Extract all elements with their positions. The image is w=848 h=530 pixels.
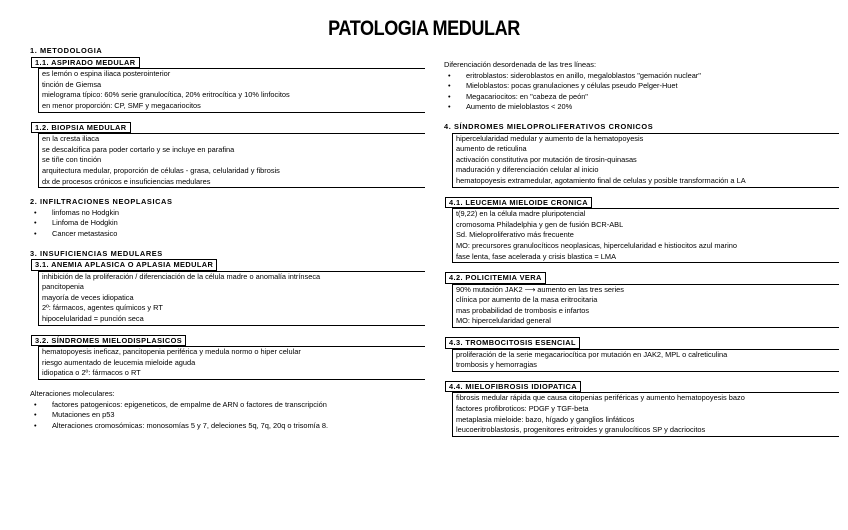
list-item: t(9,22) en la célula madre pluripotencial: [456, 209, 586, 219]
list-item: MO: precursores granulocíticos neoplasicas, hipercelularidad e histiocitos azul marino: [456, 240, 737, 250]
diferenciacion-title: Diferenciación desordenada de las tres líneas:: [444, 60, 597, 69]
subsection-title-aspirado: 1.1. ASPIRADO MEDULAR: [31, 57, 140, 69]
list-item: en menor proporción: CP, SMF y megacariocitos: [42, 100, 201, 110]
trombocitosis-list: [452, 349, 839, 372]
section-heading-insuficiencias: 3. INSUFICIENCIAS MEDULARES: [30, 248, 163, 258]
list-item: hipercelularidad medular y aumento de la hematopoyesis: [456, 133, 644, 143]
biopsia-list: [38, 133, 425, 188]
molecular-title: Alteraciones moleculares:: [30, 389, 115, 399]
subsection-title-mielodisplasicos: 3.2. SÍNDROMES MIELODISPLASICOS: [31, 335, 186, 347]
list-item: • Mutaciones en p53: [52, 410, 425, 421]
list-item: hipocelularidad = punción seca: [42, 314, 144, 324]
list-item: • Alteraciones cromosómicas: monosomías 5 y 7, deleciones 5q, 7q, 20q o trisomía 8.: [52, 421, 425, 432]
list-item: mas probabilidad de trombosis e infartos: [456, 305, 590, 315]
list-item: • Megacariocitos: en "cabeza de peón": [466, 92, 839, 103]
subsection-title-trombocitosis: 4.3. TROMBOCITOSIS ESENCIAL: [445, 337, 580, 349]
list-item: factores profibroticos: PDGF y TGF-beta: [456, 404, 589, 414]
right-column: [444, 60, 839, 437]
page-title: PATOLOGIA MEDULAR: [328, 17, 520, 40]
list-item: es lemón o espina iliaca posterointerior: [42, 69, 171, 79]
list-item: • eritroblastos: sideroblastos en anillo, megaloblastos "gemación nuclear": [466, 71, 839, 82]
list-item: fibrosis medular rápida que causa citopenias periféricas y aumento hematopoyesis bazo: [456, 393, 745, 403]
list-item: pancitopenia: [42, 282, 84, 292]
list-item: arquitectura medular, proporción de células - grasa, celularidad y fibrosis: [42, 165, 280, 175]
list-item: 90% mutación JAK2 ⟶ aumento en las tres series: [456, 284, 624, 294]
list-item: idiopatica o 2º: fármacos o RT: [42, 368, 141, 378]
list-item: • Aumento de mieloblastos < 20%: [466, 102, 839, 113]
list-item: tinción de Giemsa: [42, 79, 102, 89]
list-item: • Mieloblastos: pocas granulaciones y células pseudo Pelger-Huet: [466, 81, 839, 92]
list-item: activación constitutiva por mutación de tirosin-quinasas: [456, 154, 637, 164]
list-item: riesgo aumentado de leucemia mieloide aguda: [42, 357, 196, 367]
section-heading-metodologia: 1. METODOLOGIA: [30, 46, 103, 55]
list-item: mielograma típico: 60% serie granulocítica, 20% eritrocítica y 10% linfocitos: [42, 90, 290, 100]
section-heading-mieloproliferativos: 4. SÍNDROMES MIELOPROLIFERATIVOS CRONICOS: [444, 121, 654, 131]
list-item: fase lenta, fase acelerada y crisis blastica = LMA: [456, 251, 617, 261]
mielodisplasicos-list: [38, 346, 425, 380]
mieloproliferativos-list: [452, 133, 839, 188]
list-item: • Cancer metastasico: [52, 229, 425, 240]
list-item: en la cresta iliaca: [42, 134, 100, 144]
list-item: MO: hipercelularidad general: [456, 316, 551, 326]
list-item: clínica por aumento de la masa eritrocitaria: [456, 295, 598, 305]
list-item: • linfomas no Hodgkin: [52, 208, 425, 219]
section-heading-infiltraciones: 2. INFILTRACIONES NEOPLASICAS: [30, 197, 173, 207]
anemia-aplasica-list: [38, 271, 425, 326]
list-item: mayoría de veces idiopatica: [42, 292, 134, 302]
list-item: se tiñe con tinción: [42, 155, 102, 165]
molecular-list: [30, 400, 425, 432]
list-item: metaplasia mieloide: bazo, hígado y ganglios linfáticos: [456, 414, 635, 424]
aspirado-list: [38, 68, 425, 112]
list-item: dx de procesos crónicos e insuficiencias medulares: [42, 176, 211, 186]
subsection-title-lmc: 4.1. LEUCEMIA MIELOIDE CRONICA: [445, 197, 592, 209]
list-item: • factores patogenicos: epigeneticos, de empalme de ARN o factores de transcripción: [52, 400, 425, 411]
subsection-title-mielofibrosis: 4.4. MIELOFIBROSIS IDIOPATICA: [445, 381, 581, 393]
list-item: se descalcifica para poder cortarlo y se incluye en parafina: [42, 144, 235, 154]
list-item: trombosis y hemorragias: [456, 360, 537, 370]
subsection-title-policitemia: 4.2. POLICITEMIA VERA: [445, 272, 546, 284]
diferenciacion-list: [444, 71, 839, 113]
mielofibrosis-list: [452, 392, 839, 436]
list-item: inhibición de la proliferación / diferenciación de la célula madre o anomalía intrínseca: [42, 271, 321, 281]
list-item: Sd. Mieloproliferativo más frecuente: [456, 230, 574, 240]
subsection-title-anemia-aplasica: 3.1. ANEMIA APLASICA O APLASIA MEDULAR: [31, 259, 217, 271]
left-column: [30, 46, 425, 431]
list-item: leucoeritroblastosis, progenitores eritroides y granulocíticos SP y dacriocitos: [456, 425, 706, 435]
subsection-title-biopsia: 1.2. BIOPSIA MEDULAR: [31, 122, 131, 134]
list-item: cromosoma Philadelphia y gen de fusión BCR-ABL: [456, 219, 624, 229]
list-item: aumento de reticulina: [456, 144, 527, 154]
list-item: maduración y diferenciación celular al inicio: [456, 165, 599, 175]
policitemia-list: [452, 284, 839, 328]
list-item: hematopoyesis ineficaz, pancitopenia periférica y medula normo o hiper celular: [42, 347, 301, 357]
list-item: hematopoyesis extramedular, agotamiento final de celulas y posible transformación a LA: [456, 175, 746, 185]
list-item: proliferación de la serie megacariocítica por mutación en JAK2, MPL o calreticulina: [456, 349, 728, 359]
list-item: 2º: fármacos, agentes químicos y RT: [42, 303, 163, 313]
list-item: • Linfoma de Hodgkin: [52, 218, 425, 229]
lmc-list: [452, 208, 839, 263]
infiltraciones-list: [30, 208, 425, 240]
